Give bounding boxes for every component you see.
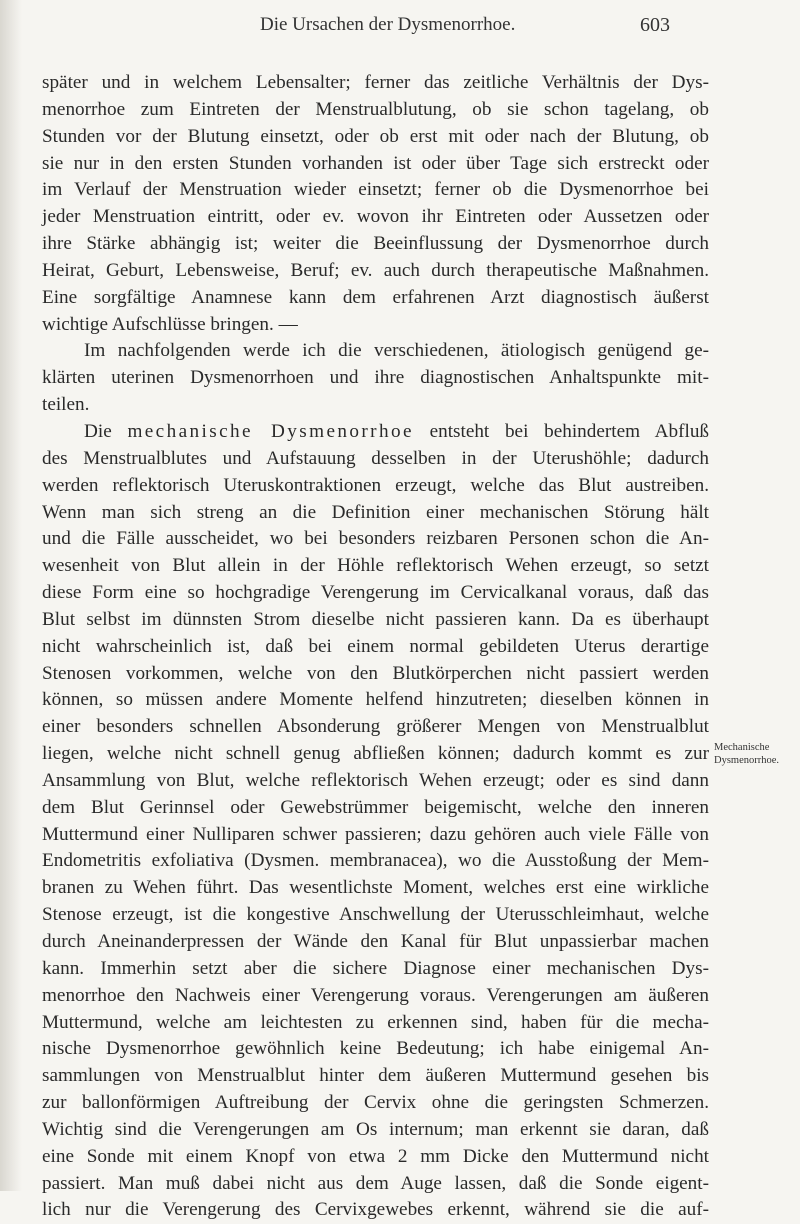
text-line: einer besonders schnellen Absonderung größerer Mengen von Menstrualblut (42, 716, 709, 738)
text-fragment: entsteht bei behindertem Abfluß (429, 420, 710, 442)
text-line: Muttermund, welche am leichtesten zu erkennen sind, haben für die mecha- (42, 1011, 709, 1033)
running-head (260, 14, 670, 40)
text-line: diese Form eine so hochgradige Verengerung im Cervicalkanal voraus, daß das (42, 582, 709, 604)
text-line: lich nur die Verengerung des Cervixgewebes erkennt, während sie die auf- (42, 1199, 709, 1221)
page-edge-shadow (0, 0, 22, 1191)
text-line: des Menstrualblutes und Aufstauung desselben in der Uterushöhle; dadurch (42, 447, 709, 469)
text-line: sie nur in den ersten Stunden vorhanden ist oder über Tage sich erstreckt oder (42, 152, 709, 174)
body-text (42, 70, 709, 1224)
text-line: Blut selbst im dünnsten Strom dieselbe nicht passieren kann. Da es überhaupt (42, 608, 709, 630)
text-line: werden reflektorisch Uteruskontraktionen erzeugt, welche das Blut austreiben. (42, 474, 709, 496)
text-line: menorrhoe zum Eintreten der Menstrualblutung, ob sie schon tagelang, ob (42, 98, 709, 120)
text-line: Stunden vor der Blutung einsetzt, oder ob erst mit oder nach der Blutung, ob (42, 125, 709, 147)
text-line: liegen, welche nicht schnell genug abfließen können; dadurch kommt es zur (42, 743, 709, 765)
text-line: im Verlauf der Menstruation wieder einsetzt; ferner ob die Dysmenorrhoe bei (42, 179, 709, 201)
text-line: Heirat, Geburt, Lebensweise, Beruf; ev. auch durch therapeutische Maßnahmen. (42, 259, 709, 281)
text-line: Eine sorgfältige Anamnese kann dem erfahrenen Arzt diagnostisch äußerst (42, 286, 709, 308)
text-line: menorrhoe den Nachweis einer Verengerung voraus. Verengerungen am äußeren (42, 984, 709, 1006)
text-line: Muttermund einer Nulliparen schwer passieren; dazu gehören auch viele Fälle von (42, 823, 709, 845)
text-line: klärten uterinen Dysmenorrhoen und ihre diagnostischen Anhaltspunkte mit- (42, 367, 709, 389)
text-line: jeder Menstruation eintritt, oder ev. wovon ihr Eintreten oder Aussetzen oder (42, 206, 709, 228)
section-term-mechanische-dysmenorrhoe: mechanische Dysmenorrhoe (127, 420, 414, 442)
margin-note (714, 741, 798, 767)
text-line: ihre Stärke abhängig ist; weiter die Beeinflussung der Dysmenorrhoe durch (42, 233, 709, 255)
text-line (42, 419, 709, 446)
margin-note-line: Dysmenorrhoe. (714, 755, 780, 766)
text-line: und die Fälle ausscheidet, wo bei besonders reizbaren Personen schon die An- (42, 528, 709, 550)
text-line: dem Blut Gerinnsel oder Gewebstrümmer beigemischt, welche den inneren (42, 796, 709, 818)
text-line: Wenn man sich streng an die Definition einer mechanischen Störung hält (42, 501, 709, 523)
text-line: passiert. Man muß dabei nicht aus dem Auge lassen, daß die Sonde eigent- (42, 1172, 709, 1194)
text-line: wichtige Aufschlüsse bringen. — (42, 313, 298, 335)
text-line: wesenheit von Blut allein in der Höhle reflektorisch Wehen erzeugt, so setzt (42, 555, 709, 577)
text-line: Stenosen vorkommen, welche von den Blutkörperchen nicht passiert werden (42, 662, 709, 684)
text-line: Wichtig sind die Verengerungen am Os internum; man erkennt sie daran, daß (42, 1118, 709, 1140)
text-line: Endometritis exfoliativa (Dysmen. membranacea), wo die Ausstoßung der Mem- (42, 850, 709, 872)
text-line: durch Aneinanderpressen der Wände den Kanal für Blut unpassierbar machen (42, 931, 709, 952)
text-line: sammlungen von Menstrualblut hinter dem äußeren Muttermund gesehen bis (42, 1065, 709, 1087)
text-line: Stenose erzeugt, ist die kongestive Anschwellung der Uterusschleimhaut, welche (42, 904, 709, 926)
text-line: branen zu Wehen führt. Das wesentlichste Moment, welches erst eine wirkliche (42, 877, 709, 899)
text-line: nicht wahrscheinlich ist, daß bei einem normal gebildeten Uterus derartige (42, 635, 709, 657)
page-number: 603 (640, 14, 670, 36)
text-fragment: Die (84, 420, 112, 442)
text-line: eine Sonde mit einem Knopf von etwa 2 mm Dicke den Muttermund nicht (42, 1145, 709, 1167)
text-line: können, so müssen andere Momente helfend hinzutreten; dieselben können in (42, 689, 709, 711)
text-line: Ansammlung von Blut, welche reflektorisch Wehen erzeugt; oder es sind dann (42, 769, 709, 791)
text-line: später und in welchem Lebensalter; ferner das zeitliche Verhältnis der Dys- (42, 72, 709, 93)
running-title: Die Ursachen der Dysmenorrhoe. (260, 14, 516, 35)
text-line: kann. Immerhin setzt aber die sichere Diagnose einer mechanischen Dys- (42, 957, 709, 979)
text-line: nische Dysmenorrhoe gewöhnlich keine Bedeutung; ich habe einigemal An- (42, 1038, 709, 1060)
text-line: Im nachfolgenden werde ich die verschiedenen, ätiologisch genügend ge- (84, 340, 709, 362)
text-line: teilen. (42, 394, 90, 416)
text-line: zur ballonförmigen Auftreibung der Cervix ohne die geringsten Schmerzen. (42, 1092, 709, 1114)
margin-note-line: Mechanische (714, 742, 770, 753)
